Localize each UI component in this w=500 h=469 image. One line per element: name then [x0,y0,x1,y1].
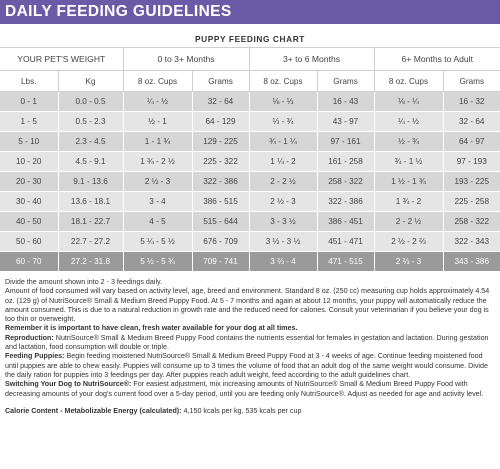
table-cell: 2 - 2 ½ [249,172,317,192]
note-reproduction [5,334,495,353]
column-header-cups: 8 oz. Cups [249,71,317,92]
table-cell: ¾ - 1 ½ [374,152,443,172]
table-cell: 18.1 - 22.7 [58,212,123,232]
table-row [0,252,500,272]
table-row [0,92,500,112]
column-header-grams: Grams [317,71,374,92]
table-cell: 97 - 193 [443,152,500,172]
note-reproduction-label: Reproduction: [5,333,54,342]
note-remember [5,324,495,333]
table-cell: 1 ½ - 1 ¾ [374,172,443,192]
note-feeding-text: Begin feeding moistened NutriSource® Small & Medium Breed Puppy Food at 3 - 4 weeks of age. Continue feeding moistened food until puppies are able to chew easily. Puppies will consume up to 3 times the volume of food that an adult dog of the same weight would consume. Divide the daily ration for puppies into 3 feedings per day. After puppies reach adult weight, feed according to the adult guidelines chart. [5,352,488,379]
table-cell: 2 ⅔ - 3 [374,252,443,272]
chart-title: PUPPY FEEDING CHART [195,34,305,44]
note-calorie-label: Calorie Content - Metabolizable Energy (calculated): [5,406,182,415]
table-cell: 4 - 5 [123,212,192,232]
table-sub-header-row [0,71,500,92]
table-cell: 64 - 97 [443,132,500,152]
table-cell: 322 - 386 [192,172,249,192]
table-cell: 40 - 50 [0,212,58,232]
table-cell: 0.0 - 0.5 [58,92,123,112]
note-remember-text: Remember it is important to have clean, fresh water available for your dog at all times. [5,324,298,333]
page-header [0,0,500,24]
table-cell: ¼ - ½ [123,92,192,112]
table-cell: 161 - 258 [317,152,374,172]
table-cell: 10 - 20 [0,152,58,172]
table-cell: 13.6 - 18.1 [58,192,123,212]
table-cell: ½ - ¾ [374,132,443,152]
table-row [0,132,500,152]
note-feeding-puppies [5,352,495,380]
table-cell: 32 - 64 [192,92,249,112]
table-cell: 0 - 1 [0,92,58,112]
note-amount: Amount of food consumed will vary based on activity level, age, breed and environment. Standard 8 oz. (250 cc) measuring cup holds approximately 4.54 oz. (129 g) of NutriSource® Small & Medium Breed Puppy Food. At 5 - 7 months and again at about 12 months, your puppy will automatically reduce the amount consumed. This is due to a natural reduction in growth rate and the reduced need for calories. Consult your veterinarian if you believe your dog is too thin or overweight. [5,287,490,324]
page-title: DAILY FEEDING GUIDELINES [5,3,232,20]
table-cell: 322 - 343 [443,232,500,252]
note-switching-text: For easiest adjustment, mix increasing amounts of NutriSource® Small & Medium Breed Puppy Food with decreasing amounts of your dog's current food over a 5-day period, until you are feeding only NutriSource®. Adjust as needed for age and activity level. [5,380,484,398]
table-cell: 97 - 161 [317,132,374,152]
table-cell: 451 - 471 [317,232,374,252]
table-cell: 129 - 225 [192,132,249,152]
group-header-3-6-months: 3+ to 6 Months [249,48,374,71]
table-body [0,92,500,272]
table-cell: 2.3 - 4.5 [58,132,123,152]
table-row [0,152,500,172]
table-cell: 27.2 - 31.8 [58,252,123,272]
spacer [5,399,495,407]
table-cell: 9.1 - 13.6 [58,172,123,192]
column-header-cups: 8 oz. Cups [374,71,443,92]
column-header-grams: Grams [443,71,500,92]
table-cell: 32 - 64 [443,112,500,132]
table-cell: 258 - 322 [317,172,374,192]
table-cell: 64 - 129 [192,112,249,132]
table-cell: 43 - 97 [317,112,374,132]
note-calorie [5,407,495,416]
table-cell: ¼ - ½ [374,112,443,132]
table-cell: ¾ - 1 ¼ [249,132,317,152]
table-cell: 709 - 741 [192,252,249,272]
column-header-grams: Grams [192,71,249,92]
table-cell: 5 - 10 [0,132,58,152]
table-cell: 20 - 30 [0,172,58,192]
table-cell: 1 ¾ - 2 [374,192,443,212]
table-cell: 515 - 644 [192,212,249,232]
table-cell: 193 - 225 [443,172,500,192]
table-row [0,212,500,232]
table-cell: 5 ¼ - 5 ½ [123,232,192,252]
table-cell: 1 ¼ - 2 [249,152,317,172]
note-divide: Divide the amount shown into 2 - 3 feedings daily. [5,278,163,286]
table-row [0,232,500,252]
column-header-cups: 8 oz. Cups [123,71,192,92]
table-cell: 30 - 40 [0,192,58,212]
note-reproduction-text: NutriSource® Small & Medium Breed Puppy Food contains the nutrients essential for females in gestation and lactation. During gestation and lactation, food consumption will double or triple. [5,333,489,352]
table-cell: 471 - 515 [317,252,374,272]
table-row [0,112,500,132]
table-cell: 676 - 709 [192,232,249,252]
table-cell: 60 - 70 [0,252,58,272]
table-cell: ⅛ - ¼ [374,92,443,112]
table-cell: 225 - 322 [192,152,249,172]
note-feeding-label: Feeding Puppies: [5,352,65,361]
table-cell: 225 - 258 [443,192,500,212]
table-cell: ½ - 1 [123,112,192,132]
table-cell: 1 ¾ - 2 ½ [123,152,192,172]
note-calorie-text: 4,150 kcals per kg, 535 kcals per cup [181,406,302,415]
table-cell: 0.5 - 2.3 [58,112,123,132]
table-cell: 5 ½ - 5 ¾ [123,252,192,272]
table-row [0,192,500,212]
table-cell: 3 - 4 [123,192,192,212]
table-cell: 3 ⅔ - 4 [249,252,317,272]
table-cell: 16 - 43 [317,92,374,112]
table-cell: 2 ½ - 3 [123,172,192,192]
table-group-header-row [0,48,500,71]
table-cell: 343 - 386 [443,252,500,272]
table-cell: 258 - 322 [443,212,500,232]
table-cell: 1 - 5 [0,112,58,132]
table-cell: 50 - 60 [0,232,58,252]
table-cell: 2 ½ - 2 ⅔ [374,232,443,252]
table-cell: ⅓ - ¾ [249,112,317,132]
table-cell: 4.5 - 9.1 [58,152,123,172]
table-cell: 2 ½ - 3 [249,192,317,212]
table-cell: 322 - 386 [317,192,374,212]
table-cell: 1 - 1 ¾ [123,132,192,152]
table-cell: 3 ½ - 3 ½ [249,232,317,252]
feeding-chart-table [0,47,500,272]
table-cell: 386 - 451 [317,212,374,232]
table-cell: 22.7 - 27.2 [58,232,123,252]
table-cell: 3 - 3 ½ [249,212,317,232]
column-header-kg: Kg [58,71,123,92]
table-cell: ⅛ - ⅓ [249,92,317,112]
column-header-lbs: Lbs. [0,71,58,92]
group-header-0-3-months: 0 to 3+ Months [123,48,249,71]
table-cell: 386 - 515 [192,192,249,212]
group-header-6-adult: 6+ Months to Adult [374,48,500,71]
note-switching-label: Switching Your Dog to NutriSource®: [5,380,132,389]
group-header-weight: YOUR PET'S WEIGHT [0,48,123,71]
table-row [0,172,500,192]
note-switching [5,380,495,399]
feeding-notes [5,278,495,416]
table-cell: 16 - 32 [443,92,500,112]
table-cell: 2 - 2 ½ [374,212,443,232]
